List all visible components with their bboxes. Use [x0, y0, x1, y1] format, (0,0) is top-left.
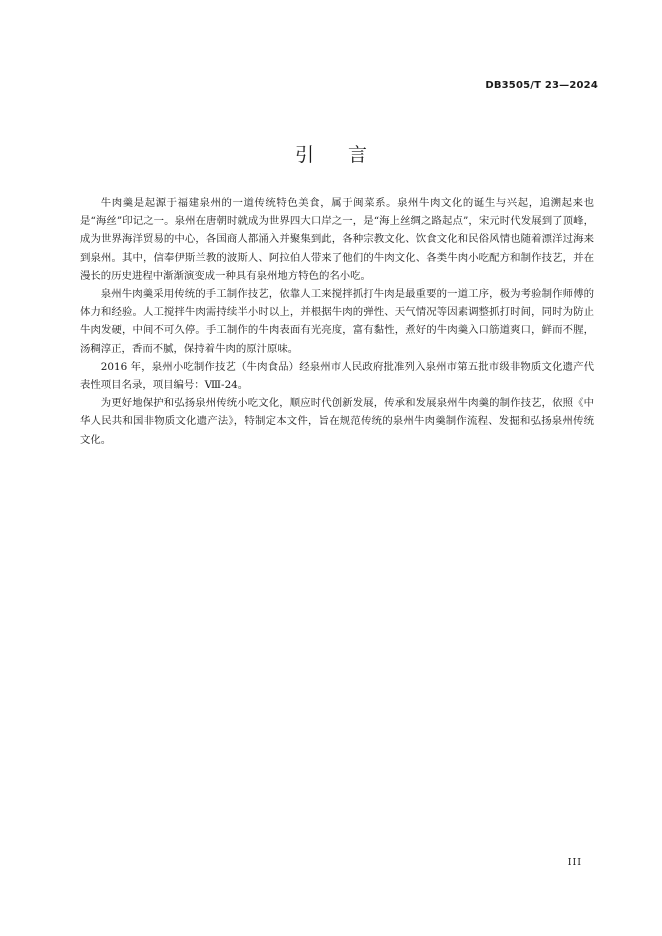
page-title: 引言 [294, 144, 401, 166]
document-code: DB3505/T 23—2024 [485, 80, 598, 91]
page-number: III [567, 857, 582, 868]
paragraph-2: 泉州牛肉羹采用传统的手工制作技艺，依靠人工来搅拌抓打牛肉是最重要的一道工序，极为考验制作师傅的体力和经验。人工搅拌牛肉需持续半小时以上，并根据牛肉的弹性、天气情况等因素调整抓打时间，同时为防止牛肉发硬，中间不可久停。手工制作的牛肉表面有光亮度，富有黏性，煮好的牛肉羹入口筋道爽口，鲜而不腥，汤稠淳正，香而不腻，保持着牛肉的原汁原味。 [80, 288, 594, 355]
body-text [80, 194, 594, 449]
paragraph-1: 牛肉羹是起源于福建泉州的一道传统特色美食，属于闽菜系。泉州牛肉文化的诞生与兴起，追溯起来也是“海丝”印记之一。泉州在唐朝时就成为世界四大口岸之一，是“海上丝绸之路起点”，宋元时代发展到了顶峰，成为世界海洋贸易的中心，各国商人都涌入并聚集到此，各种宗教文化、饮食文化和民俗风情也随着漂洋过海来到泉州。其中，信奉伊斯兰教的波斯人、阿拉伯人带来了他们的牛肉文化、各类牛肉小吃配方和制作技艺，并在漫长的历史进程中渐渐演变成一种具有泉州地方特色的名小吃。 [80, 197, 594, 282]
paragraph-4: 为更好地保护和弘扬泉州传统小吃文化，顺应时代创新发展，传承和发展泉州牛肉羹的制作技艺，依照《中华人民共和国非物质文化遗产法》，特制定本文件，旨在规范传统的泉州牛肉羹制作流程、发掘和弘扬泉州传统文化。 [80, 397, 594, 446]
paragraph-3: 2016 年，泉州小吃制作技艺（牛肉食品）经泉州市人民政府批准列入泉州市第五批市级非物质文化遗产代表性项目名录，项目编号：Ⅷ-24。 [80, 360, 594, 392]
